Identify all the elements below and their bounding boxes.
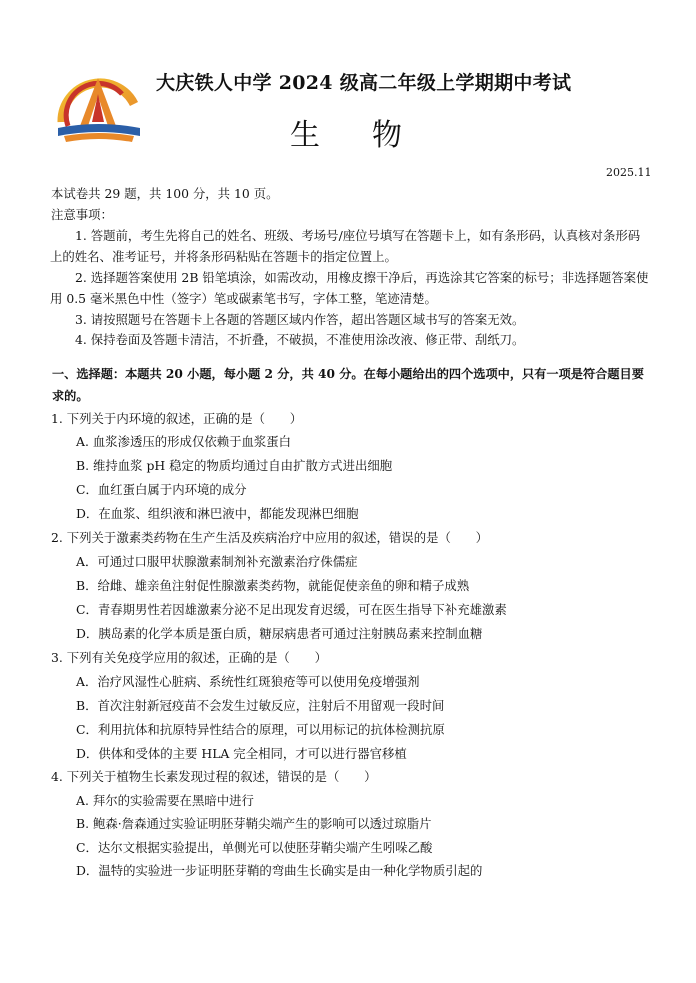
- question-4-option-c: C．达尔文根据实验提出，单侧光可以使胚芽鞘尖端产生吲哚乙酸: [76, 840, 433, 855]
- question-4-stem: 4. 下列关于植物生长素发现过程的叙述，错误的是（ ）: [51, 769, 377, 784]
- question-1-option-d: D．在血浆、组织液和淋巴液中，都能发现淋巴细胞: [76, 506, 359, 521]
- question-3-option-b: B．首次注射新冠疫苗不会发生过敏反应，注射后不用留观一段时间: [76, 698, 445, 713]
- subject-title: 生物: [290, 118, 454, 153]
- notice-item-3: 3. 请按照题号在答题卡上各题的答题区域内作答，超出答题区域书写的答案无效。: [75, 312, 525, 327]
- notice-item-2: 2. 选择题答案使用 2B 铅笔填涂，如需改动，用橡皮擦干净后，再选涂其它答案的标号；非选择题答案使用 0.5 毫米黑色中性（签字）笔或碳素笔书写，字体工整，笔迹清楚。: [50, 270, 649, 306]
- question-4-option-a: A. 拜尔的实验需要在黑暗中进行: [76, 793, 254, 808]
- exam-date: 2025.11: [606, 166, 652, 179]
- question-2-stem: 2. 下列关于激素类药物在生产生活及疾病治疗中应用的叙述，错误的是（ ）: [51, 530, 489, 545]
- question-2-option-c: C．青春期男性若因雄激素分泌不足出现发育迟缓，可在医生指导下补充雄激素: [76, 602, 507, 617]
- notice-title: 注意事项：: [51, 207, 113, 222]
- school-logo-icon: [52, 64, 144, 146]
- question-1-option-b: B. 维持血浆 pH 稳定的物质均通过自由扩散方式进出细胞: [76, 458, 393, 473]
- question-2-option-d: D．胰岛素的化学本质是蛋白质，糖尿病患者可通过注射胰岛素来控制血糖: [76, 626, 483, 641]
- question-4-option-b: B. 鲍森·詹森通过实验证明胚芽鞘尖端产生的影响可以透过琼脂片: [76, 816, 432, 831]
- question-1-option-c: C．血红蛋白属于内环境的成分: [76, 482, 247, 497]
- question-1-option-a: A. 血浆渗透压的形成仅依赖于血浆蛋白: [76, 434, 292, 449]
- question-2-option-a: A．可通过口服甲状腺激素制剂补充激素治疗侏儒症: [76, 554, 358, 569]
- question-3-option-d: D．供体和受体的主要 HLA 完全相同，才可以进行器官移植: [76, 746, 407, 761]
- question-3-stem: 3. 下列有关免疫学应用的叙述，正确的是（ ）: [51, 650, 327, 665]
- intro-text: 本试卷共 29 题，共 100 分，共 10 页。: [51, 186, 279, 201]
- question-2-option-b: B．给雌、雄亲鱼注射促性腺激素类药物，就能促使亲鱼的卵和精子成熟: [76, 578, 470, 593]
- question-3-option-a: A．治疗风湿性心脏病、系统性红斑狼疮等可以使用免疫增强剂: [76, 674, 420, 689]
- notice-item-1: 1. 答题前，考生先将自己的姓名、班级、考场号/座位号填写在答题卡上，如有条形码，认真核对条形码上的姓名、准考证号，并将条形码粘贴在答题卡的指定位置上。: [50, 228, 641, 264]
- notice-item-4: 4. 保持卷面及答题卡清洁，不折叠，不破损，不准使用涂改液、修正带、刮纸刀。: [75, 332, 525, 347]
- question-4-option-d: D．温特的实验进一步证明胚芽鞘的弯曲生长确实是由一种化学物质引起的: [76, 863, 483, 878]
- section-heading: 一、选择题：本题共 20 小题，每小题 2 分，共 40 分。在每小题给出的四个选项中，只有一项是符合题目要求的。: [52, 367, 644, 403]
- question-1-stem: 1. 下列关于内环境的叙述，正确的是（ ）: [51, 411, 303, 426]
- exam-title: 大庆铁人中学 2024 级高二年级上学期期中考试: [156, 72, 572, 94]
- question-3-option-c: C．利用抗体和抗原特异性结合的原理，可以用标记的抗体检测抗原: [76, 722, 445, 737]
